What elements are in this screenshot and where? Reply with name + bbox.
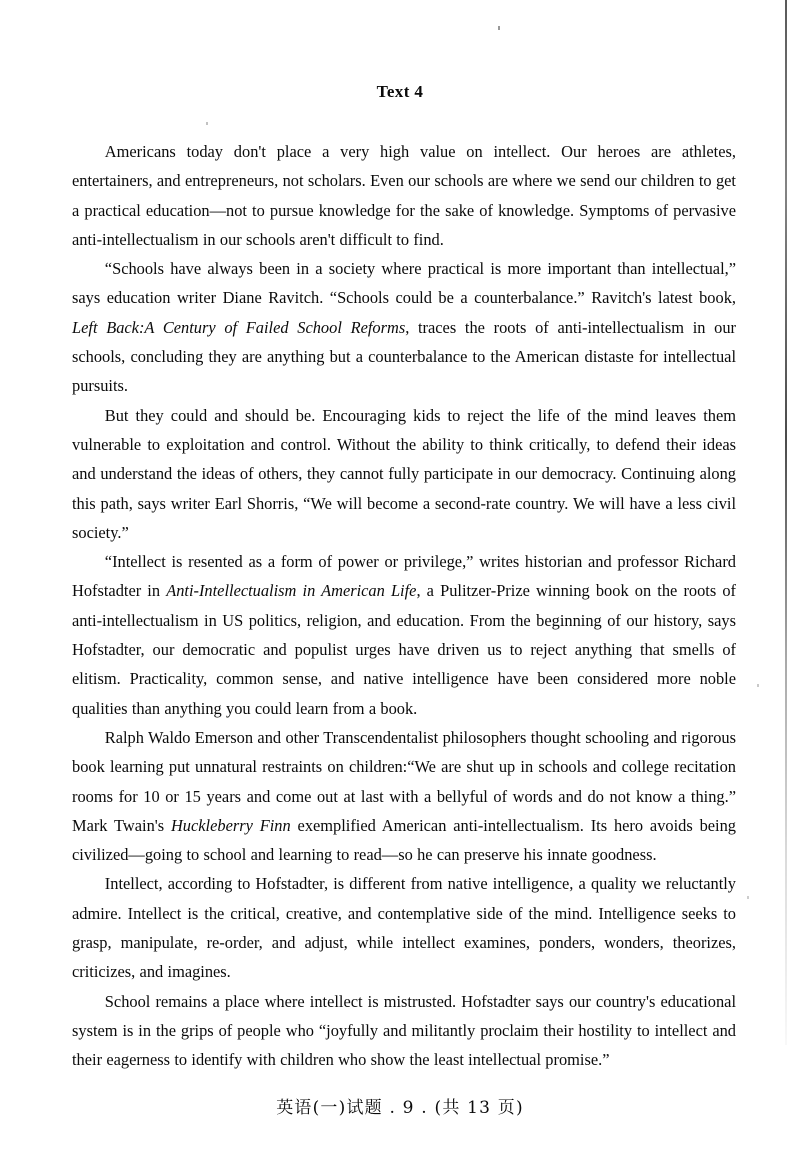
book-title-anti-intellectualism: Anti-Intellectualism in American Life <box>166 581 417 601</box>
book-title-left-back: Left Back:A Century of Failed School Reforms <box>72 317 406 337</box>
book-title-huckleberry-finn: Huckleberry Finn <box>170 815 291 835</box>
paragraph-5-text-before: Ralph Waldo Emerson and other Transcendentalist philosophers thought schooling and rigorous book learning put unnatural restraints on children:“We are shut up in schools and college recitation rooms for 10 or 15 years and come out at last with a bellyful of words and do not know a thing.” Mark Twain's <box>72 727 736 835</box>
scan-speck-artifact <box>747 896 749 899</box>
page-title: Text 4 <box>376 82 424 101</box>
paragraph-1: Americans today don't place a very high value on intellect. Our heroes are athletes, entertainers, and entrepreneurs, not scholars. Even our schools are where we send our children to get a practical education—not to pursue knowledge for the sake of knowledge. Symptoms of pervasive anti-intellectualism in our schools aren't difficult to find. <box>72 142 736 249</box>
paragraph-7: School remains a place where intellect is mistrusted. Hofstadter says our country's educational system is in the grips of people who “joyfully and militantly proclaim their hostility to intellect and their eagerness to identify with children who show the least intellectual promise.” <box>72 991 736 1070</box>
paragraph-4 <box>72 547 736 723</box>
paragraph-2 <box>72 254 736 400</box>
paragraph-4-text-after: , a Pulitzer-Prize winning book on the roots of anti-intellectualism in US politics, religion, and education. From the beginning of our history, says Hofstadter, our democratic and populist urges have driven us to reject anything that smells of elitism. Practicality, common sense, and native intelligence have been considered more noble qualities than anything you could learn from a book. <box>72 581 737 718</box>
paragraph-4-text-before: “Intellect is resented as a form of power or privilege,” writes historian and professor Richard Hofstadter in <box>72 552 736 601</box>
paragraph-2-text-after: , traces the roots of anti-intellectualism in our schools, concluding they are anything but a counterbalance to the American distaste for intellectual pursuits. <box>72 317 736 396</box>
paragraph-3: But they could and should be. Encouraging kids to reject the life of the mind leaves them vulnerable to exploitation and control. Without the ability to think critically, to defend their ideas and understand the ideas of others, they cannot fully participate in our democracy. Continuing along this path, says writer Earl Shorris, “We will become a second-rate country. We will have a less civil society.” <box>72 405 736 542</box>
paragraph-2-text-before: “Schools have always been in a society where practical is more important than intellectual,” says education writer Diane Ravitch. “Schools could be a counterbalance.” Ravitch's latest book, <box>72 259 736 308</box>
scan-speck-artifact <box>757 684 759 687</box>
scan-edge-artifact <box>785 0 787 1045</box>
scan-speck-artifact <box>206 122 208 125</box>
article-body <box>72 137 736 1075</box>
paragraph-5 <box>72 723 736 869</box>
scan-speck-artifact <box>498 26 500 30</box>
paragraph-6: Intellect, according to Hofstadter, is different from native intelligence, a quality we reluctantly admire. Intellect is the critical, creative, and contemplative side of the mind. Intelligence seeks to grasp, manipulate, re-order, and adjust, while intellect examines, ponders, wonders, theorizes, criticizes, and imagines. <box>72 874 736 982</box>
page-footer: 英语(一)试题 . 9 . (共 13 页) <box>276 1098 524 1118</box>
paragraph-5-text-after: exemplified American anti-intellectualism. Its hero avoids being civilized—going to school and learning to read—so he can preserve his innate goodness. <box>72 815 736 865</box>
